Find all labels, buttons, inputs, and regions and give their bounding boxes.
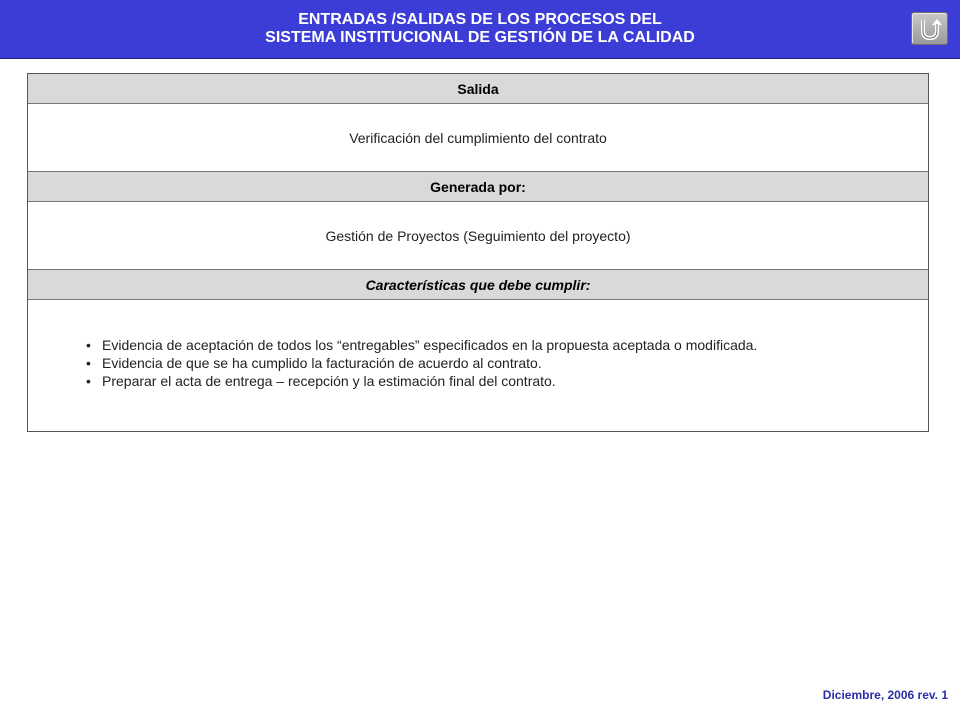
salida-value: Verificación del cumplimiento del contrato <box>349 129 607 146</box>
caracteristicas-header: Características que debe cumplir: <box>28 270 928 300</box>
caracteristicas-list <box>28 300 757 390</box>
list-item: • Evidencia de que se ha cumplido la facturación de acuerdo al contrato. <box>86 354 757 372</box>
u-turn-back-icon <box>917 16 943 42</box>
generada-value: Gestión de Proyectos (Seguimiento del proyecto) <box>325 227 631 244</box>
page-title <box>0 11 960 47</box>
header-banner <box>0 0 960 59</box>
list-item: • Evidencia de aceptación de todos los “entregables” especificados en la propuesta aceptada o modificada. <box>86 336 757 354</box>
salida-cell <box>28 104 928 172</box>
footer-date: Diciembre, 2006 rev. 1 <box>822 688 948 702</box>
page-title-line-1: ENTRADAS /SALIDAS DE LOS PROCESOS DEL <box>298 11 662 28</box>
back-button[interactable] <box>911 12 948 45</box>
caracteristicas-cell <box>28 300 928 431</box>
salida-header: Salida <box>28 74 928 104</box>
generada-cell <box>28 202 928 270</box>
process-output-table <box>27 73 929 432</box>
generada-header: Generada por: <box>28 172 928 202</box>
page-title-line-2: SISTEMA INSTITUCIONAL DE GESTIÓN DE LA CALIDAD <box>265 29 695 46</box>
list-item: • Preparar el acta de entrega – recepción y la estimación final del contrato. <box>86 372 757 390</box>
